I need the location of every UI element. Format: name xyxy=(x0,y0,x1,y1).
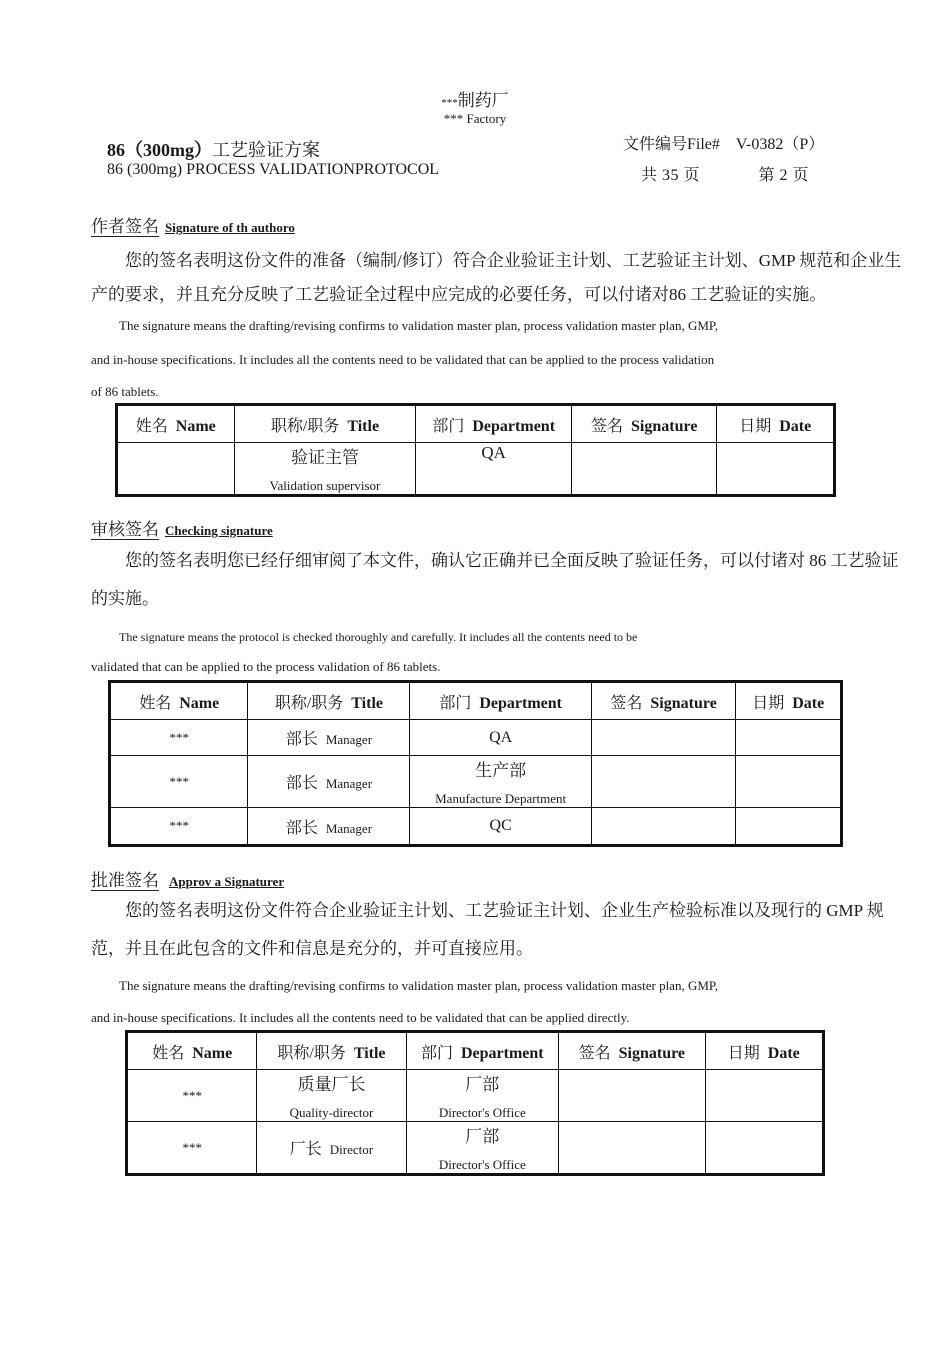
file-number xyxy=(623,131,824,154)
department-cell: QA xyxy=(410,720,591,756)
department-cell: 厂部 Director's Office xyxy=(406,1122,559,1175)
signature-cell[interactable] xyxy=(591,756,736,808)
col-date: 日期 Date xyxy=(736,682,842,720)
col-department: 部门 Department xyxy=(410,682,591,720)
table-row xyxy=(127,1070,824,1122)
author-signature-table xyxy=(115,403,836,497)
col-department: 部门 Department xyxy=(416,405,572,443)
approval-heading-en: Approv a Signaturer xyxy=(169,874,285,889)
title-cell: 部长 Manager xyxy=(248,756,410,808)
author-heading xyxy=(91,212,295,237)
author-paragraph-en-1: The signature means the drafting/revising confirms to validation master plan, process validation master plan, GMP, xyxy=(119,318,718,333)
title-cell: 部长 Manager xyxy=(248,808,410,846)
department-cell: 生产部 Manufacture Department xyxy=(410,756,591,808)
factory-name-cn xyxy=(0,86,950,111)
page-number: 第 2 页 xyxy=(758,167,810,184)
name-cell: *** xyxy=(110,808,248,846)
table-row xyxy=(110,720,842,756)
table-header-row xyxy=(117,405,835,443)
signature-cell[interactable] xyxy=(571,443,717,496)
table-row xyxy=(127,1122,824,1175)
department-cell: 厂部 Director's Office xyxy=(406,1070,559,1122)
col-date: 日期 Date xyxy=(705,1032,823,1070)
document-title-en: 86 (300mg) PROCESS VALIDATIONPROTOCOL xyxy=(107,161,440,178)
approval-signature-table xyxy=(125,1030,825,1176)
col-signature: 签名 Signature xyxy=(591,682,736,720)
checking-paragraph-en-2: validated that can be applied to the process validation of 86 tablets. xyxy=(91,659,441,674)
col-title: 职称/职务 Title xyxy=(248,682,410,720)
author-paragraph-en-3: of 86 tablets. xyxy=(91,384,159,399)
approval-heading-cn: 批准签名 xyxy=(91,871,159,890)
col-title: 职称/职务 Title xyxy=(257,1032,406,1070)
approval-paragraph-en-2: and in-house specifications. It includes all the contents need to be validated that can be applied directly. xyxy=(91,1010,630,1025)
col-title: 职称/职务 Title xyxy=(234,405,416,443)
name-cell xyxy=(117,443,235,496)
name-cell: *** xyxy=(110,756,248,808)
checking-heading xyxy=(91,515,273,540)
approval-paragraph-cn: 您的签名表明这份文件符合企业验证主计划、工艺验证主计划、企业生产检验标准以及现行的 GMP 规范，并且在此包含的文件和信息是充分的，并可直接应用。 xyxy=(91,901,884,958)
table-row xyxy=(110,756,842,808)
col-signature: 签名 Signature xyxy=(559,1032,705,1070)
title-cell: 质量厂长 Quality-director xyxy=(257,1070,406,1122)
total-pages: 共 35 页 xyxy=(641,167,701,184)
title-cn-bold: 86（300mg） xyxy=(107,140,212,160)
author-heading-en: Signature of th authoro xyxy=(165,220,295,235)
author-paragraph-en-2: and in-house specifications. It includes all the contents need to be validated that can be applied to the process validation xyxy=(91,352,715,367)
table-row xyxy=(117,443,835,496)
approval-paragraph-en-1: The signature means the drafting/revising confirms to validation master plan, process validation master plan, GMP, xyxy=(119,978,718,993)
table-header-row xyxy=(110,682,842,720)
name-cell: *** xyxy=(110,720,248,756)
col-signature: 签名 Signature xyxy=(571,405,717,443)
file-label: 文件编号File# xyxy=(623,136,720,153)
department-cell: QC xyxy=(410,808,591,846)
date-cell[interactable] xyxy=(736,808,842,846)
date-cell[interactable] xyxy=(717,443,835,496)
factory-name-cn-text: 制药厂 xyxy=(457,91,509,110)
col-name: 姓名 Name xyxy=(117,405,235,443)
name-cell: *** xyxy=(127,1122,257,1175)
signature-cell[interactable] xyxy=(559,1122,705,1175)
table-header-row xyxy=(127,1032,824,1070)
col-date: 日期 Date xyxy=(717,405,835,443)
factory-name-en: *** Factory xyxy=(443,111,507,126)
name-cell: *** xyxy=(127,1070,257,1122)
checking-paragraph-cn: 您的签名表明您已经仔细审阅了本文件，确认它正确并已全面反映了验证任务，可以付诸对 86 工艺验证的实施。 xyxy=(91,551,899,608)
file-no-value: V-0382（P） xyxy=(735,136,825,153)
checking-heading-cn: 审核签名 xyxy=(91,520,159,539)
date-cell[interactable] xyxy=(705,1070,823,1122)
date-cell[interactable] xyxy=(705,1122,823,1175)
checking-paragraph-en-1: The signature means the protocol is checked thoroughly and carefully. It includes all the contents need to be xyxy=(119,630,638,644)
date-cell[interactable] xyxy=(736,720,842,756)
factory-stars: *** xyxy=(441,97,458,109)
author-paragraph-cn: 您的签名表明这份文件的准备（编制/修订）符合企业验证主计划、工艺验证主计划、GMP 规范和企业生产的要求，并且充分反映了工艺验证全过程中应完成的必要任务，可以付诸对86 工艺验证的实施。 xyxy=(91,251,902,304)
col-name: 姓名 Name xyxy=(127,1032,257,1070)
col-name: 姓名 Name xyxy=(110,682,248,720)
title-cell: 部长 Manager xyxy=(248,720,410,756)
table-row xyxy=(110,808,842,846)
signature-cell[interactable] xyxy=(591,808,736,846)
title-cell: 验证主管 Validation supervisor xyxy=(234,443,416,496)
checking-heading-en: Checking signature xyxy=(165,523,273,538)
signature-cell[interactable] xyxy=(591,720,736,756)
checking-signature-table xyxy=(108,680,843,847)
document-title-cn xyxy=(107,136,320,162)
title-cell: 厂长 Director xyxy=(257,1122,406,1175)
signature-cell[interactable] xyxy=(559,1070,705,1122)
col-department: 部门 Department xyxy=(406,1032,559,1070)
approval-heading xyxy=(91,866,284,891)
page-info xyxy=(641,162,809,185)
author-heading-cn: 作者签名 xyxy=(91,217,159,236)
department-cell: QA xyxy=(416,443,572,496)
date-cell[interactable] xyxy=(736,756,842,808)
title-cn-rest: 工艺验证方案 xyxy=(212,140,320,160)
